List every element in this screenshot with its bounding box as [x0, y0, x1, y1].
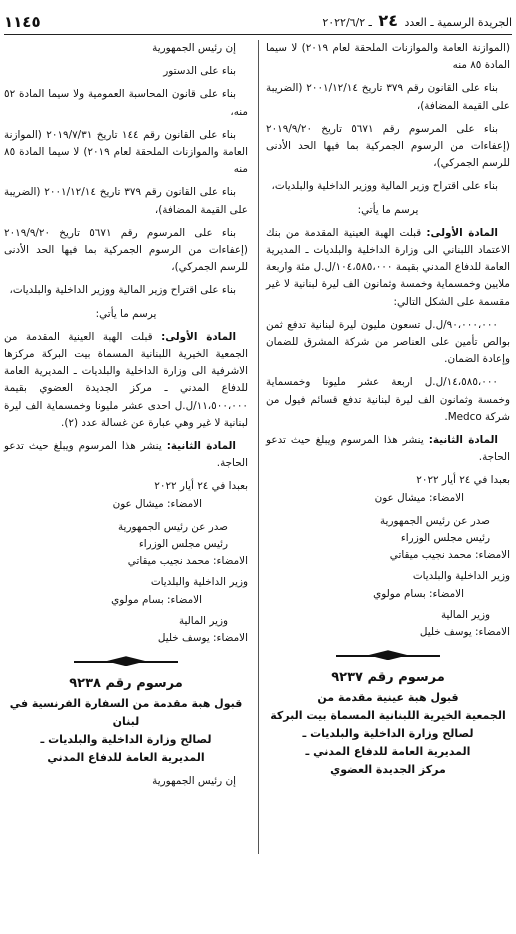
paragraph: بناء على قانون المحاسبة العمومية ولا سيما المادة ٥٢ منه،: [4, 88, 248, 118]
pm-title: رئيس مجلس الوزراء: [138, 538, 228, 551]
signature-finance: الامضاء: يوسف خليل: [419, 626, 510, 639]
signature-pm: الامضاء: محمد نجيب ميقاتي: [127, 555, 248, 568]
article-text: قبلت الهبة العينية المقدمة من بنك الاعتماد اللبناني الى وزارة الداخلية والبلديات ـ المديرية العامة للدفاع المدني بقيمة ١٠٤،٥٨٥،٠٠٠/ل.ل مئة واربعة ملايين وخمسماية وخمسة وثمانون الف ليرة لبنانية لا غير مقسمة على الشكل التالي:: [266, 226, 510, 308]
article-text: ينشر هذا المرسوم ويبلغ حيث تدعو الحاجة.: [266, 434, 510, 464]
paragraph: بناء على الدستور: [163, 65, 236, 78]
left-column: [4, 40, 248, 796]
article-1: [4, 329, 248, 432]
issue-number: ٢٤: [378, 11, 398, 30]
paragraph: بناء على القانون رقم ١٤٤ تاريخ ٢٠١٩/٧/٣١ (الموازنة العامة والموازنات الملحقة لعام ٢٠١٩) لا سيما المادة ٨٥ منه: [4, 128, 248, 176]
paragraph: بناء على القانون رقم ٣٧٩ تاريخ ٢٠٠١/١٢/١٤ (الضريبة على القيمة المضافة)،: [4, 186, 248, 216]
paragraph: بناء على المرسوم رقم ٥٦٧١ تاريخ ٢٠١٩/٩/٢٠ (إعفاءات من الرسوم الجمركية بما فيها الحد الأدنى للرسم الجمركي)،: [4, 226, 248, 274]
signature-president: الامضاء: ميشال عون: [374, 491, 464, 504]
paragraph: بناء على اقتراح وزير المالية ووزير الداخلية والبلديات،: [9, 284, 236, 297]
page-number: ١١٤٥: [4, 13, 41, 31]
decree-separator: [266, 651, 510, 661]
gazette-title: [322, 11, 512, 34]
decree-subtitle: لصالح وزارة الداخلية والبلديات ـ: [40, 732, 212, 746]
issue-date: ـ ٢٠٢٢/٦/٢: [322, 16, 372, 29]
decree-title: مرسوم رقم ٩٢٣٨: [69, 676, 183, 692]
pm-title: رئيس مجلس الوزراء: [400, 532, 490, 545]
paragraph: بناء على المرسوم رقم ٥٦٧١ تاريخ ٢٠١٩/٩/٢٠ (إعفاءات من الرسوم الجمركية بما فيها الحد الأدنى للرسم الجمركي)،: [266, 122, 510, 170]
article-label: المادة الثانية:: [166, 440, 236, 453]
finance-minister-title: وزير المالية: [178, 614, 228, 627]
finance-minister-title: وزير المالية: [440, 608, 490, 621]
decree-title: مرسوم رقم ٩٢٣٧: [331, 670, 445, 686]
signature-interior: الامضاء: بسام مولوي: [373, 587, 464, 600]
decree-separator: [4, 657, 248, 667]
paragraph: بناء على القانون رقم ٣٧٩ تاريخ ٢٠٠١/١٢/١٤ (الضريبة على القيمة المضافة)،: [266, 82, 510, 112]
signature-president: الامضاء: ميشال عون: [112, 497, 202, 510]
paragraph: إن رئيس الجمهورية: [152, 42, 236, 54]
decree-subtitle: لصالح وزارة الداخلية والبلديات ـ: [302, 726, 474, 740]
article-text: قبلت الهبة العينية المقدمة من الجمعية الخيرية اللبنانية المسماة بيت البركة مركزها الاشرفية الى وزارة الداخلية والبلديات ـ المديرية العامة للدفاع المدني ـ مركز الجديدة العضوي بقيمة ١١،٥٠٠،٠٠٠/ل.ل احدى عشر مليونا وخمسماية الف ليرة لبنانية لا غير وهي عبارة عن غسالة عدد (٢).: [4, 330, 248, 429]
list-item: ١٤،٥٨٥،٠٠٠/ل.ل اربعة عشر مليونا وخمسماية وخمسة وثمانون الف ليرة لبنانية تدفع قسائم فيول من شركة Medco.: [266, 376, 510, 423]
decrees-heading: يرسم ما يأتي:: [95, 307, 157, 320]
interior-minister-title: وزير الداخلية والبلديات: [412, 570, 510, 583]
paragraph: بناء على اقتراح وزير المالية ووزير الداخلية والبلديات،: [271, 180, 498, 193]
decree-subtitle: قبول هبة عينية مقدمة من: [317, 690, 459, 704]
gazette-name: الجريدة الرسمية ـ العدد: [404, 16, 512, 29]
issued-by: صدر عن رئيس الجمهورية: [117, 520, 228, 533]
article-text: ينشر هذا المرسوم ويبلغ حيث تدعو الحاجة.: [4, 440, 248, 470]
page-header: [4, 6, 512, 35]
article-label: المادة الثانية:: [428, 434, 498, 447]
decree-subtitle: مركز الجديدة العضوي: [330, 762, 446, 776]
decree-subtitle: المديرية العامة للدفاع المدني: [47, 750, 205, 764]
signature-interior: الامضاء: بسام مولوي: [111, 593, 202, 606]
decree-subtitle: الجمعية الخيرية اللبنانية المسماة بيت البركة: [270, 708, 506, 722]
article-label: المادة الأولى:: [426, 226, 498, 239]
right-column: [266, 40, 510, 779]
paragraph: (الموازنة العامة والموازنات الملحقة لعام ٢٠١٩) لا سيما المادة ٨٥ منه: [266, 42, 510, 72]
place-date: بعبدا في ٢٤ أيار ٢٠٢٢: [416, 474, 510, 487]
article-2: [266, 432, 510, 466]
signature-pm: الامضاء: محمد نجيب ميقاتي: [389, 549, 510, 562]
article-1: [266, 225, 510, 311]
interior-minister-title: وزير الداخلية والبلديات: [150, 576, 248, 589]
issued-by: صدر عن رئيس الجمهورية: [379, 514, 490, 527]
article-label: المادة الأولى:: [161, 330, 237, 343]
decree-subtitle: المديرية العامة للدفاع المدني ـ: [305, 744, 471, 758]
closing-line: إن رئيس الجمهورية: [152, 774, 236, 787]
decree-subtitle: قبول هبة مقدمة من السفارة الفرنسية في لبنان: [9, 696, 243, 728]
article-2: [4, 438, 248, 472]
place-date: بعبدا في ٢٤ أيار ٢٠٢٢: [154, 480, 248, 493]
signature-finance: الامضاء: يوسف خليل: [157, 632, 248, 645]
column-divider: [258, 40, 259, 854]
decrees-heading: يرسم ما يأتي:: [357, 203, 419, 216]
list-item: ٩٠،٠٠٠،٠٠٠/ل.ل تسعون مليون ليرة لبنانية تدفع ثمن بوالص تأمين على العناصر من شركة المشرق للضمان وإعادة الضمان.: [266, 318, 510, 366]
